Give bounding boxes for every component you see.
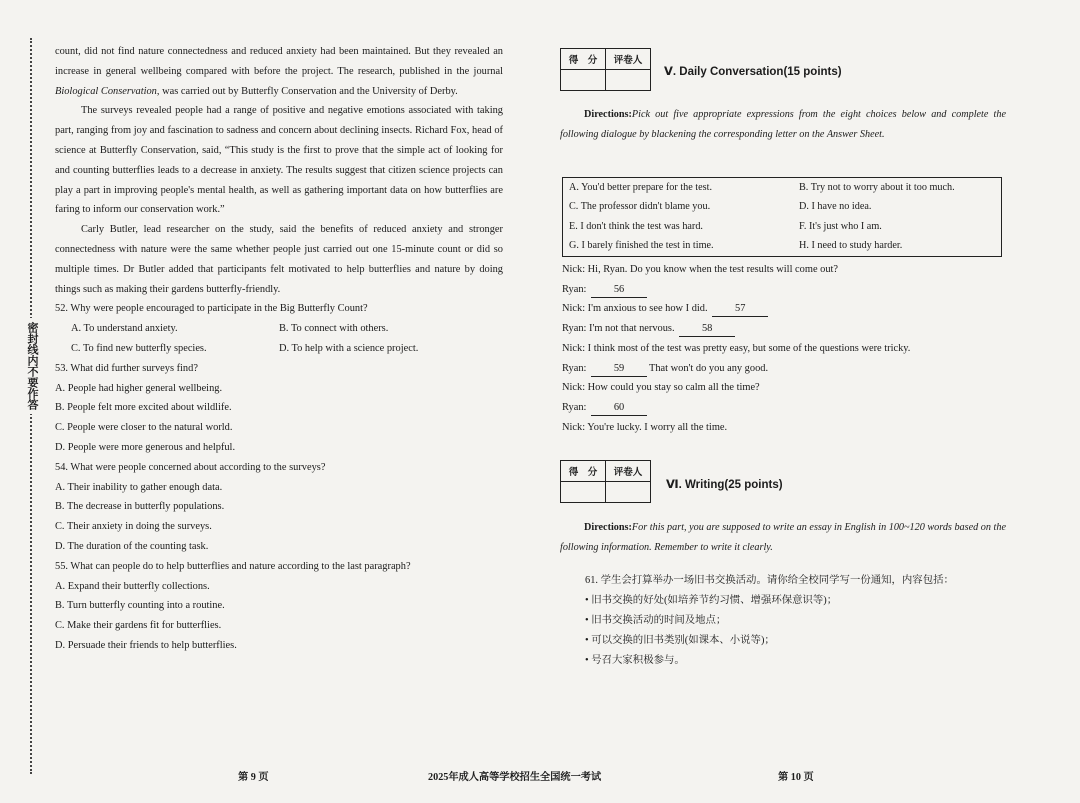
choice-d: D. I have no idea.: [799, 201, 872, 213]
question-52-options-row-1: [71, 319, 503, 339]
writing-bullet-4: • 号召大家积极参与。: [585, 655, 685, 666]
section-5-title: Ⅴ. Daily Conversation(15 points): [664, 66, 842, 78]
score-box-section-6: [560, 460, 651, 503]
option-52-c: C. To find new butterfly species.: [71, 342, 207, 354]
option-54-b: B. The decrease in butterfly populations.: [55, 501, 225, 513]
blank-58: 58: [679, 322, 735, 337]
blank-59: 59: [591, 362, 647, 377]
choice-c: C. The professor didn't blame you.: [569, 201, 711, 213]
choice-b: B. Try not to worry about it too much.: [799, 182, 955, 193]
writing-bullet-1: • 旧书交换的好处(如培养节约习惯、增强环保意识等)；: [585, 595, 838, 606]
dialogue-line-4: Ryan: I'm not that nervous. 58: [562, 319, 1007, 339]
dialogue-line-9: Nick: You're lucky. I worry all the time.: [562, 421, 728, 433]
passage-paragraph-1: count, did not find nature connectedness and reduced anxiety had been maintained. But they revealed an increase in general wellbeing compared with before the project. The research, published in the journal Biological Conservation, was carried out by Butterfly Conservation and the University of Derby.: [55, 46, 503, 97]
option-53-b: B. People felt more excited about wildlife.: [55, 402, 232, 414]
grader-cell: [606, 482, 651, 503]
dialogue-line-1: Nick: Hi, Ryan. Do you know when the test results will come out?: [562, 264, 839, 275]
score-label: 得 分: [561, 49, 606, 70]
option-52-a: A. To understand anxiety.: [71, 323, 178, 335]
option-53-c: C. People were closer to the natural world.: [55, 422, 233, 434]
choice-row-1: [563, 178, 1001, 197]
score-cell: [561, 482, 606, 503]
grader-label: 评卷人: [606, 461, 651, 482]
section-6-title: Ⅵ. Writing(25 points): [666, 479, 783, 491]
score-box-section-5: [560, 48, 651, 91]
blank-57: 57: [712, 302, 768, 317]
option-54-a: A. Their inability to gather enough data.: [55, 481, 223, 493]
dialogue-line-6: Ryan: 59 That won't do you any good.: [562, 359, 1007, 379]
choice-f: F. It's just who I am.: [799, 220, 882, 232]
dialogue-line-7: Nick: How could you stay so calm all the time?: [562, 382, 760, 394]
option-52-d: D. To help with a science project.: [279, 342, 419, 354]
question-54: 54. What were people concerned about according to the surveys?: [55, 461, 326, 473]
section-6-directions: Directions:For this part, you are supposed to write an essay in English in 100~120 words based on the following information. Remember to write it clearly.: [560, 522, 1006, 553]
score-cell: [561, 70, 606, 91]
question-52-options-row-2: [71, 339, 503, 359]
option-55-a: A. Expand their butterfly collections.: [55, 580, 210, 592]
choice-row-4: [563, 236, 1001, 255]
writing-bullet-2: • 旧书交换活动的时间及地点；: [585, 615, 727, 626]
seal-line-note: 密封线内不要作答: [23, 318, 39, 414]
choice-a: A. You'd better prepare for the test.: [569, 182, 713, 193]
dialogue-line-5: Nick: I think most of the test was pretty easy, but some of the questions were tricky.: [562, 342, 911, 354]
passage-paragraph-3: Carly Butler, lead researcher on the study, said the benefits of reduced anxiety and stronger connectedness with nature were the same whether people just carried out one 15-minute count or did so multiple times. Dr Butler added that participants felt motivated to help butterflies and nature by doing things such as making their gardens butterfly-friendly.: [55, 224, 503, 295]
page-number-left: 第 9 页: [238, 772, 269, 783]
blank-56: 56: [591, 283, 647, 298]
option-53-d: D. People were more generous and helpful.: [55, 441, 236, 453]
grader-label: 评卷人: [606, 49, 651, 70]
grader-cell: [606, 70, 651, 91]
question-55: 55. What can people do to help butterflies and nature according to the last paragraph?: [55, 560, 411, 572]
dialogue-line-2: Ryan: 56: [562, 280, 1007, 300]
writing-task: [585, 571, 1025, 671]
question-53: 53. What did further surveys find?: [55, 362, 198, 374]
option-55-c: C. Make their gardens fit for butterflies.: [55, 620, 222, 632]
option-54-d: D. The duration of the counting task.: [55, 540, 209, 552]
question-52: 52. Why were people encouraged to participate in the Big Butterfly Count?: [55, 303, 368, 315]
choice-table: [562, 177, 1002, 257]
choice-h: H. I need to study harder.: [799, 240, 903, 252]
section-5-directions: Directions:Pick out five appropriate expressions from the eight choices below and complete the following dialogue by blackening the corresponding letter on the Answer Sheet.: [560, 109, 1006, 140]
journal-name: Biological Conservation: [55, 85, 157, 97]
score-label: 得 分: [561, 461, 606, 482]
choice-row-3: [563, 217, 1001, 236]
option-52-b: B. To connect with others.: [279, 323, 389, 335]
exam-title-footer: 2025年成人高等学校招生全国统一考试: [428, 772, 602, 783]
choice-row-2: [563, 197, 1001, 216]
choice-e: E. I don't think the test was hard.: [569, 220, 703, 232]
dialogue-line-3: Nick: I'm anxious to see how I did. 57: [562, 299, 1007, 319]
choice-g: G. I barely finished the test in time.: [569, 240, 714, 252]
option-54-c: C. Their anxiety in doing the surveys.: [55, 521, 212, 533]
option-55-b: B. Turn butterfly counting into a routine.: [55, 600, 225, 612]
blank-60: 60: [591, 401, 647, 416]
writing-bullet-3: • 可以交换的旧书类别(如课本、小说等)；: [585, 635, 775, 646]
option-53-a: A. People had higher general wellbeing.: [55, 382, 223, 394]
page-number-right: 第 10 页: [778, 772, 814, 783]
writing-task-prompt: 61. 学生会打算举办一场旧书交换活动。请你给全校同学写一份通知，内容包括：: [585, 575, 954, 586]
reading-passage-column: [55, 42, 503, 656]
option-55-d: D. Persuade their friends to help butterflies.: [55, 639, 237, 651]
passage-paragraph-2: The surveys revealed people had a range of positive and negative emotions associated with taking part, ranging from joy and fascination to sadness and concern about declining insects. Richard Fox, head of science at Butterfly Conservation, said, “This study is the first to prove that the simple act of looking for and counting butterflies leads to a decrease in anxiety. The results suggest that citizen science projects can play a part in improving people's mental health, as well as gathering important data on how butterflies are faring to inform our conservation work.”: [55, 105, 503, 216]
dialogue-line-8: Ryan: 60: [562, 398, 1007, 418]
dialogue: [562, 260, 1007, 437]
